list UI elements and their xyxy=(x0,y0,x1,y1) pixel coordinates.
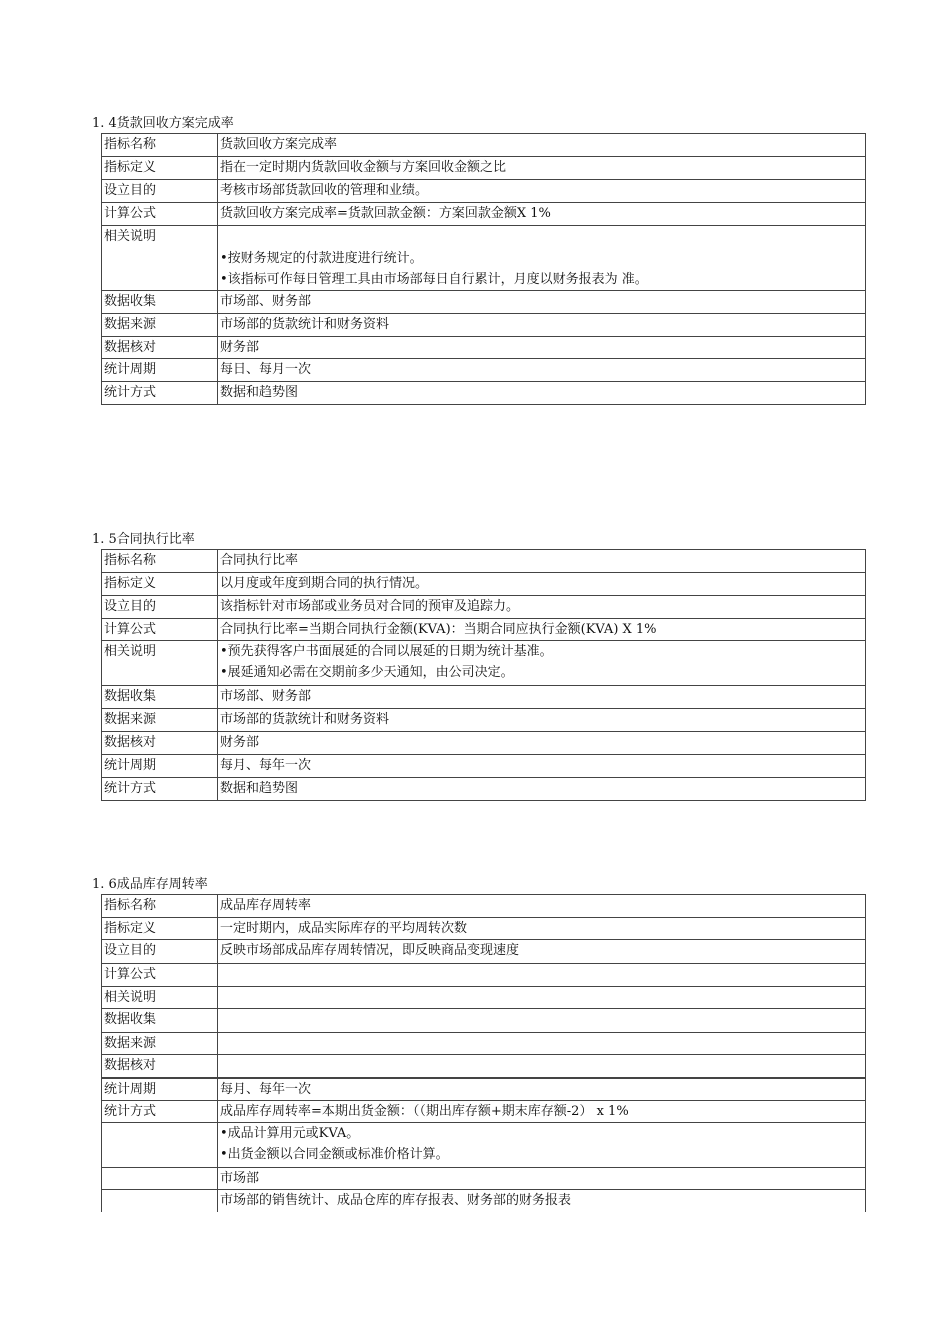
row-label: 计算公式 xyxy=(102,203,218,226)
row-value: 考核市场部货款回收的管理和业绩。 xyxy=(218,180,866,203)
row-label: 数据收集 xyxy=(102,686,218,709)
row-label: 统计周期 xyxy=(102,1078,218,1101)
row-value: 数据和趋势图 xyxy=(218,382,866,405)
row-label xyxy=(102,1190,218,1212)
row-label: 计算公式 xyxy=(102,964,218,987)
row-value: 市场部的货款统计和财务资料 xyxy=(218,709,866,732)
row-value: 每月、每年一次 xyxy=(218,1078,866,1101)
row-value: 市场部的销售统计、成品仓库的库存报表、财务部的财务报表 xyxy=(218,1190,866,1212)
row-label: 指标定义 xyxy=(102,918,218,940)
note-line: •按财务规定的付款进度进行统计。 xyxy=(220,251,423,266)
row-value: 市场部 xyxy=(218,1168,866,1190)
row-value xyxy=(218,226,866,291)
row-label: 相关说明 xyxy=(102,226,218,291)
section-title: 1. 5合同执行比率 xyxy=(92,532,195,547)
row-value: 以月度或年度到期合同的执行情况。 xyxy=(218,573,866,596)
row-label: 指标名称 xyxy=(102,895,218,918)
row-label: 计算公式 xyxy=(102,619,218,641)
row-value: 每日、每月一次 xyxy=(218,359,866,382)
note-line: •预先获得客户书面展延的合同以展延的日期为统计基准。 xyxy=(220,644,553,659)
row-value: 市场部的货款统计和财务资料 xyxy=(218,314,866,337)
row-value: 成品库存周转率 xyxy=(218,895,866,918)
section-title: 1. 4货款回收方案完成率 xyxy=(92,116,234,131)
row-label: 数据来源 xyxy=(102,314,218,337)
row-label: 数据来源 xyxy=(102,709,218,732)
row-value: 财务部 xyxy=(218,337,866,359)
row-label: 相关说明 xyxy=(102,987,218,1009)
note-line: •出货金额以合同金额或标准价格计算。 xyxy=(220,1147,449,1162)
row-label: 设立目的 xyxy=(102,940,218,964)
row-value: 货款回收方案完成率 xyxy=(218,134,866,157)
row-value: 货款回收方案完成率=货款回款金额：方案回款金额X 1% xyxy=(218,203,866,226)
row-label: 数据收集 xyxy=(102,1009,218,1033)
row-value xyxy=(218,987,866,1009)
row-label: 数据收集 xyxy=(102,291,218,314)
row-value: 财务部 xyxy=(218,732,866,755)
row-value xyxy=(218,1033,866,1055)
row-value: 反映市场部成品库存周转情况，即反映商品变现速度 xyxy=(218,940,866,964)
row-value: 成品库存周转率=本期出货金额：（（期出库存额+期末库存额-2） x 1% xyxy=(218,1101,866,1123)
row-label: 设立目的 xyxy=(102,180,218,203)
note-line: •展延通知必需在交期前多少天通知，由公司决定。 xyxy=(220,665,514,680)
row-label: 指标名称 xyxy=(102,550,218,573)
row-value: 一定时期内，成品实际库存的平均周转次数 xyxy=(218,918,866,940)
row-label xyxy=(102,1123,218,1168)
row-value xyxy=(218,964,866,987)
row-value xyxy=(218,1123,866,1168)
row-value: 市场部、财务部 xyxy=(218,291,866,314)
row-value xyxy=(218,1009,866,1033)
row-label: 指标定义 xyxy=(102,573,218,596)
indicator-table xyxy=(101,549,866,801)
row-label: 数据来源 xyxy=(102,1033,218,1055)
section-title: 1. 6成品库存周转率 xyxy=(92,877,208,892)
row-label: 统计方式 xyxy=(102,778,218,801)
row-value: 数据和趋势图 xyxy=(218,778,866,801)
row-value xyxy=(218,641,866,686)
row-value: 该指标针对市场部或业务员对合同的预审及追踪力。 xyxy=(218,596,866,619)
row-label: 统计方式 xyxy=(102,382,218,405)
row-label xyxy=(102,1168,218,1190)
row-label: 统计方式 xyxy=(102,1101,218,1123)
row-label: 数据核对 xyxy=(102,1055,218,1078)
row-value: 合同执行比率 xyxy=(218,550,866,573)
row-label: 统计周期 xyxy=(102,359,218,382)
note-line: •成品计算用元或KVA。 xyxy=(220,1126,360,1141)
indicator-table xyxy=(101,133,866,405)
row-value: 市场部、财务部 xyxy=(218,686,866,709)
row-label: 数据核对 xyxy=(102,337,218,359)
indicator-table xyxy=(101,894,866,1212)
row-label: 数据核对 xyxy=(102,732,218,755)
row-label: 统计周期 xyxy=(102,755,218,778)
row-value xyxy=(218,1055,866,1078)
row-value: 每月、每年一次 xyxy=(218,755,866,778)
row-label: 指标定义 xyxy=(102,157,218,180)
row-value: 指在一定时期内货款回收金额与方案回收金额之比 xyxy=(218,157,866,180)
note-line: •该指标可作每日管理工具由市场部每日自行累计，月度以财务报表为 准。 xyxy=(220,272,648,287)
row-label: 设立目的 xyxy=(102,596,218,619)
row-label: 指标名称 xyxy=(102,134,218,157)
row-value: 合同执行比率=当期合同执行金额(KVA)：当期合同应执行金额(KVA) X 1% xyxy=(218,619,866,641)
row-label: 相关说明 xyxy=(102,641,218,686)
